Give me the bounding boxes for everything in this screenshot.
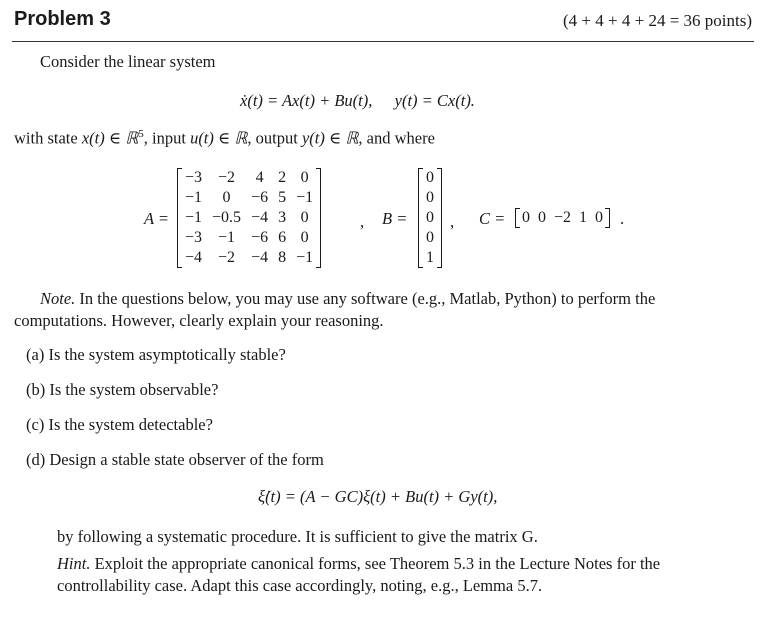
matrix-a-cell: −0.5 xyxy=(212,209,242,226)
matrix-a-cell: −1 xyxy=(185,209,203,226)
matrix-b-cell: 1 xyxy=(426,249,434,266)
hint-line-2: controllability case. Adapt this case accordingly, noting, e.g., Lemma 5.7. xyxy=(57,576,543,595)
matrix-a-cell: −4 xyxy=(251,209,269,226)
question-text: Is the system detectable? xyxy=(48,415,213,434)
header-rule xyxy=(12,41,754,42)
matrix-b-table xyxy=(421,168,439,268)
matrix-a-label: A = xyxy=(144,209,170,228)
hint-text-1: Exploit the appropriate canonical forms, see Theorem 5.3 in the Lecture Notes for the xyxy=(90,554,661,573)
question-text: Is the system asymptotically stable? xyxy=(48,345,286,364)
matrix-b-cell: 0 xyxy=(426,189,434,206)
state-var: x(t) ∈ ℝ xyxy=(81,128,139,148)
note-label: Note. xyxy=(40,289,76,308)
matrix-b-row xyxy=(421,188,439,208)
intro-text: Consider the linear system xyxy=(40,52,216,71)
matrix-c-row xyxy=(518,208,607,228)
state-equation: ẋ(t) = Ax(t) + Bu(t), xyxy=(240,91,373,110)
matrix-a-cell: −4 xyxy=(251,249,269,266)
matrix-a-cell: −6 xyxy=(251,189,269,206)
matrix-a-cell: 0 xyxy=(222,189,231,206)
matrix-a-cell: −1 xyxy=(185,189,203,206)
matrix-a-row xyxy=(180,188,318,208)
matrix-a-cell: −2 xyxy=(218,249,236,266)
matrix-a-cell: 6 xyxy=(278,229,287,246)
points-breakdown: (4 + 4 + 4 + 24 = 36 points) xyxy=(563,11,752,30)
matrix-a-brackets xyxy=(177,168,321,268)
matrix-a-cell: −2 xyxy=(218,169,236,186)
matrix-a-table xyxy=(180,168,318,268)
with-text-3: , output xyxy=(247,128,302,148)
matrix-a-cell: −1 xyxy=(218,229,236,246)
matrix-a-cell: 3 xyxy=(278,209,287,226)
matrix-a-cell: 5 xyxy=(278,189,287,206)
matrix-a-cell: −1 xyxy=(296,189,314,206)
matrix-a-cell: 2 xyxy=(278,169,287,186)
question-label: (c) xyxy=(26,415,45,434)
state-dim: 5 xyxy=(138,128,144,140)
matrix-a-row xyxy=(180,228,318,248)
matrix-a-cell: −4 xyxy=(185,249,203,266)
matrix-c-cell: 0 xyxy=(522,209,530,226)
observer-equation: ξ̇(t) = (A − GC)ξ(t) + Bu(t) + Gy(t), xyxy=(258,487,498,506)
system-equation xyxy=(240,91,475,111)
problem-title: Problem 3 xyxy=(14,8,111,30)
with-text-1: with state xyxy=(14,128,82,148)
matrix-a-row xyxy=(180,248,318,268)
question-c xyxy=(26,415,213,435)
matrix-b-cell: 0 xyxy=(426,209,434,226)
with-state-line xyxy=(14,128,435,149)
question-label: (d) xyxy=(26,450,46,469)
matrix-a-cell: 0 xyxy=(300,209,309,226)
question-text: Design a stable state observer of the form xyxy=(49,450,324,469)
question-label: (b) xyxy=(26,380,46,399)
matrix-c-brackets xyxy=(515,208,610,228)
matrix-a-cell: −1 xyxy=(296,249,314,266)
with-text-4: , and where xyxy=(358,128,435,148)
hint-line-1 xyxy=(57,554,660,574)
input-var: u(t) ∈ ℝ xyxy=(190,128,248,148)
question-a xyxy=(26,345,286,365)
matrix-c-cell: 1 xyxy=(579,209,588,226)
matrix-c-cell: 0 xyxy=(595,209,604,226)
matrix-b-row xyxy=(421,228,439,248)
matrix-b-row xyxy=(421,168,439,188)
procedure-text: by following a systematic procedure. It is sufficient to give the matrix G. xyxy=(57,527,538,546)
note-line-2: computations. However, clearly explain your reasoning. xyxy=(14,311,384,330)
matrix-c-table xyxy=(518,208,607,228)
output-var: y(t) ∈ ℝ xyxy=(301,128,359,148)
matrix-b-cell: 0 xyxy=(426,169,434,186)
matrix-b-cell: 0 xyxy=(426,229,434,246)
comma-2: , xyxy=(450,212,455,231)
question-label: (a) xyxy=(26,345,45,364)
matrix-a-cell: 8 xyxy=(278,249,287,266)
question-text: Is the system observable? xyxy=(49,380,219,399)
matrix-b xyxy=(418,168,442,273)
comma-1: , xyxy=(360,212,365,231)
matrix-a-cell: 0 xyxy=(300,169,309,186)
question-d xyxy=(26,450,324,470)
matrix-a-cell: −3 xyxy=(185,229,203,246)
with-text-2: , input xyxy=(143,128,191,148)
note-text-1: In the questions below, you may use any software (e.g., Matlab, Python) to perform the xyxy=(75,289,656,308)
hint-label: Hint. xyxy=(57,554,91,573)
matrix-b-label: B = xyxy=(382,209,408,228)
matrix-b-brackets xyxy=(418,168,442,268)
output-equation: y(t) = Cx(t). xyxy=(394,91,475,110)
matrix-c xyxy=(515,208,610,233)
matrix-a-row xyxy=(180,208,318,228)
matrix-a-row xyxy=(180,168,318,188)
note-line-1 xyxy=(40,289,655,309)
matrix-a-cell: −6 xyxy=(251,229,269,246)
matrix-b-row xyxy=(421,208,439,228)
question-b xyxy=(26,380,218,400)
matrix-c-label: C = xyxy=(479,209,506,228)
matrix-a-cell: −3 xyxy=(185,169,203,186)
matrix-a-cell: 4 xyxy=(255,169,264,186)
matrix-a xyxy=(177,168,321,273)
period: . xyxy=(620,209,625,228)
matrix-a-cell: 0 xyxy=(300,229,309,246)
matrix-c-cell: 0 xyxy=(538,209,546,226)
matrix-b-row xyxy=(421,248,439,268)
matrix-c-cell: −2 xyxy=(554,209,572,226)
